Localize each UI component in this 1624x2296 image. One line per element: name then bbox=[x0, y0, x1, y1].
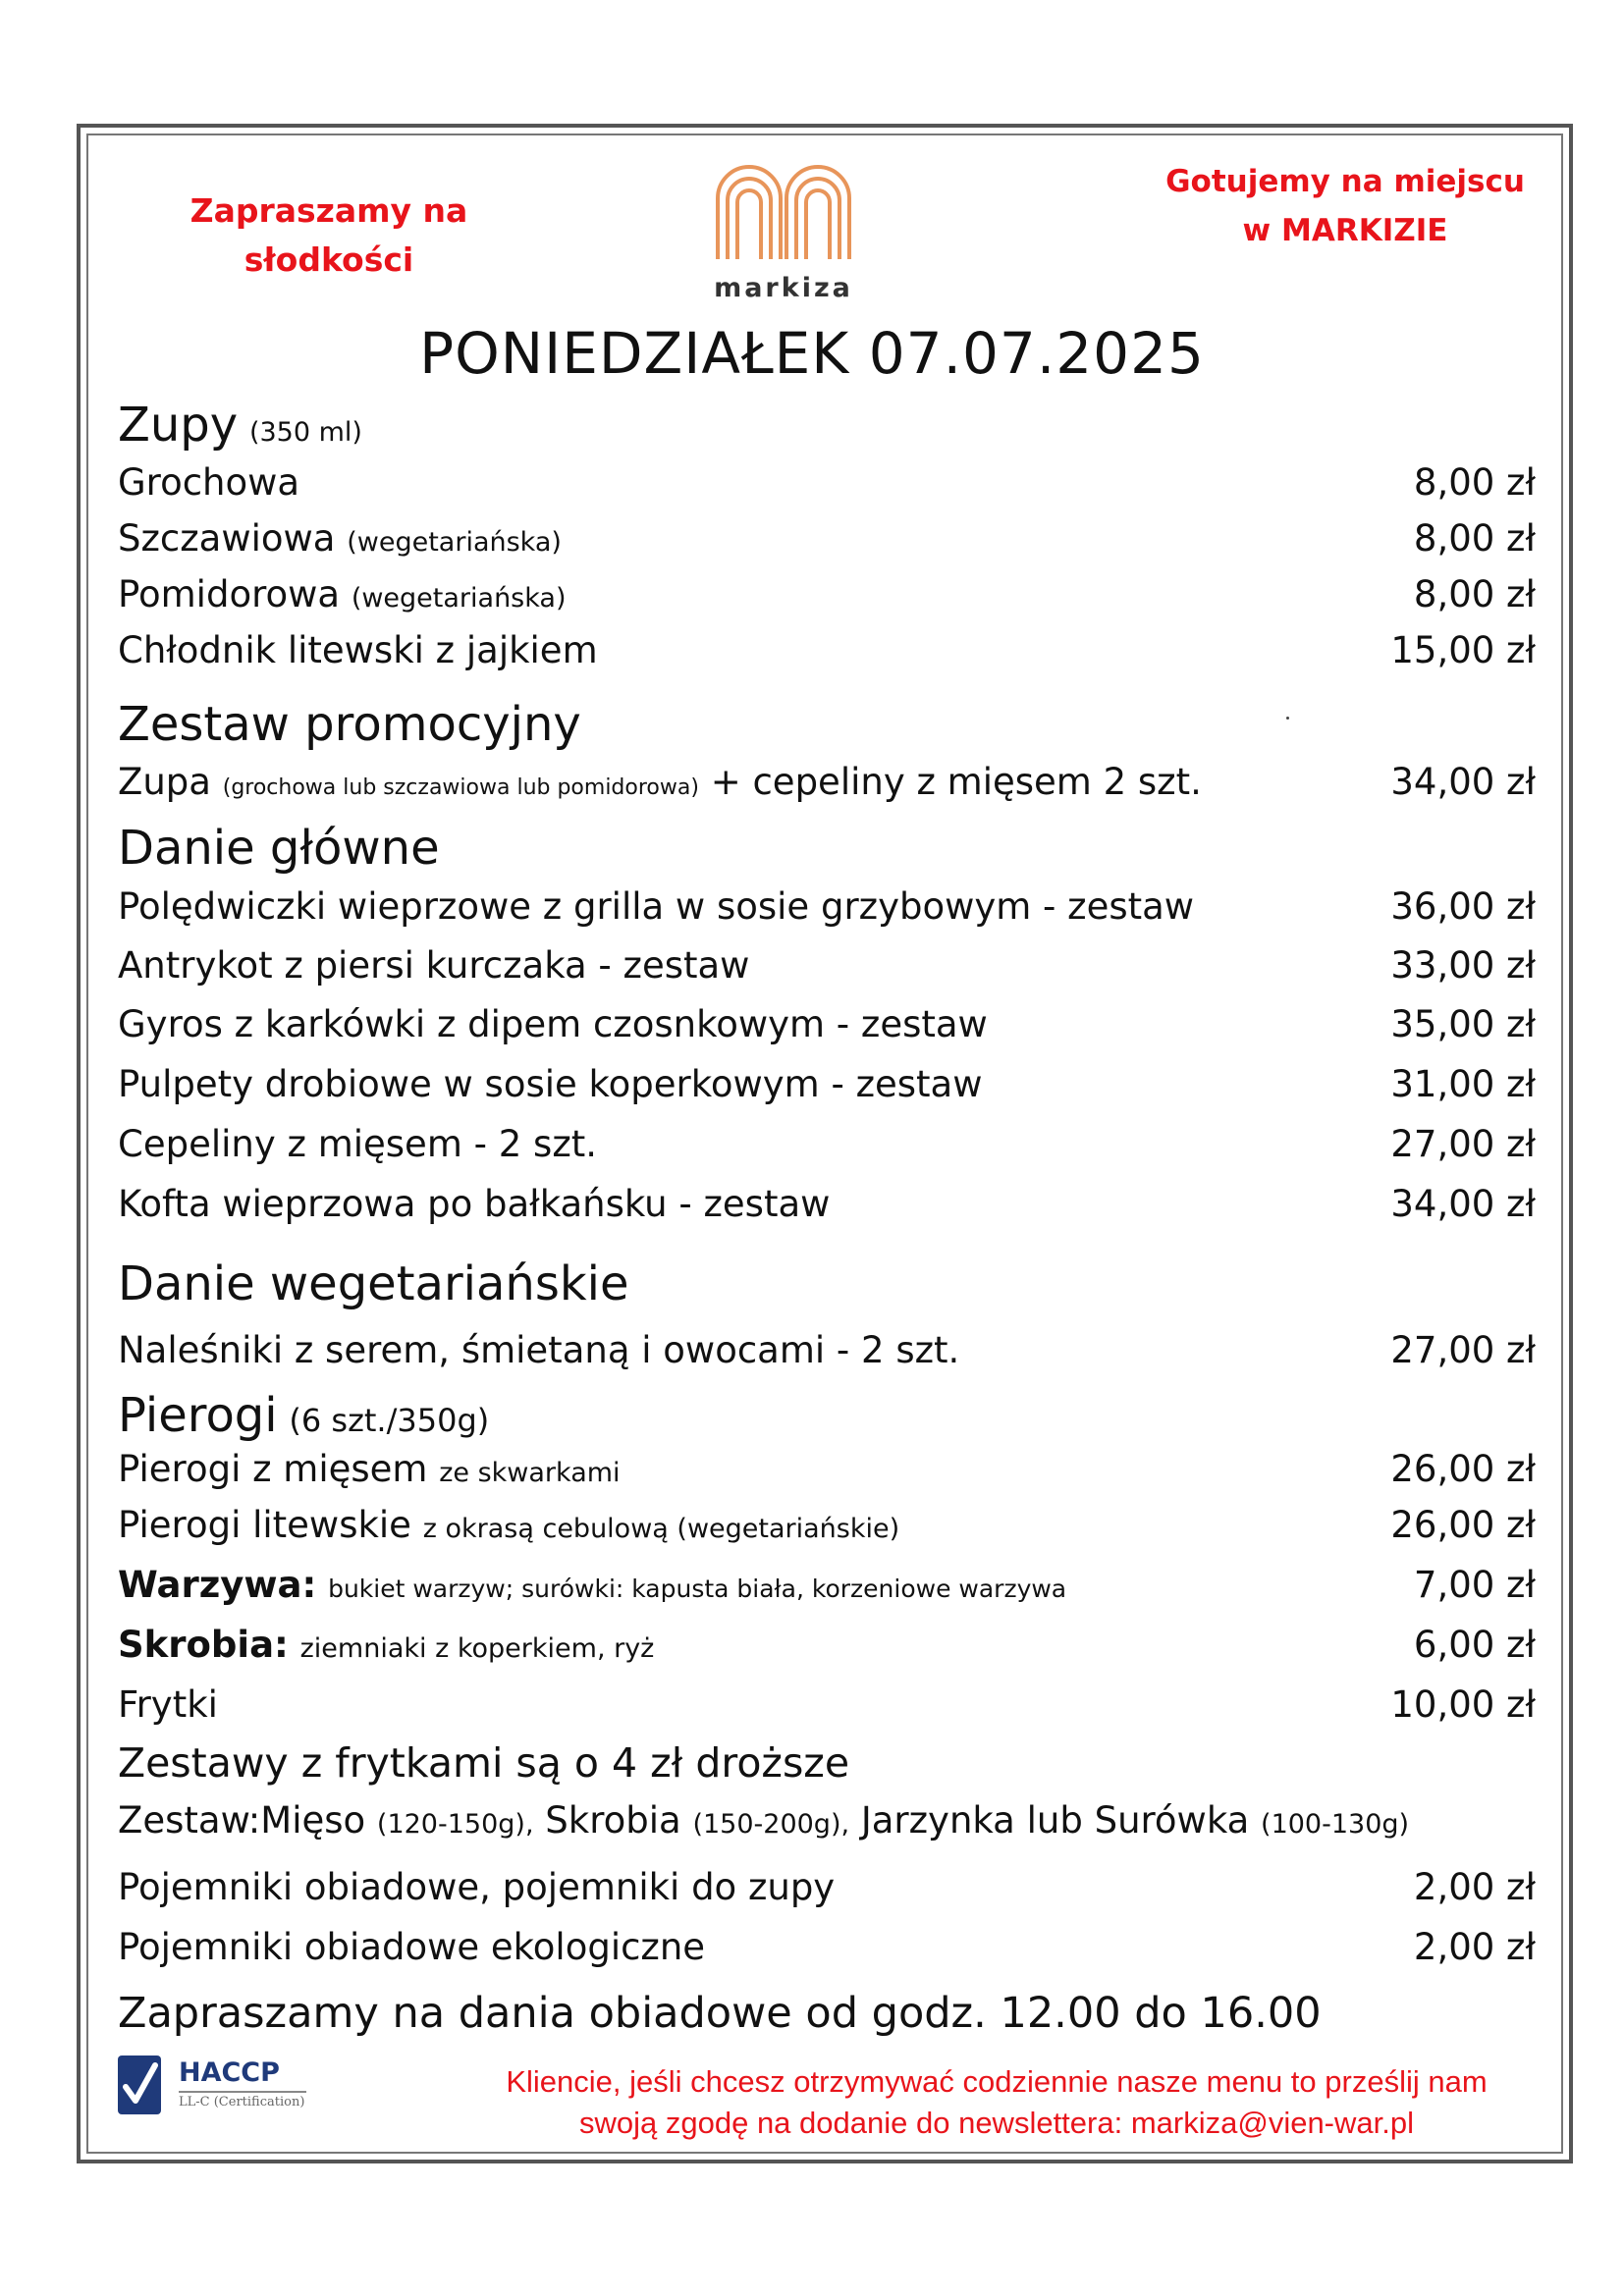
item-price: 15,00 zł bbox=[1390, 629, 1536, 671]
list-item bbox=[118, 1003, 1536, 1045]
item-price: 2,00 zł bbox=[1413, 1866, 1536, 1908]
item-name: Pierogi litewskie bbox=[118, 1504, 411, 1546]
item-name: Naleśniki z serem, śmietaną i owocami - 2 szt. bbox=[118, 1329, 960, 1371]
list-item bbox=[118, 1063, 1536, 1105]
logo-text: markiza bbox=[714, 273, 853, 303]
item-price: 27,00 zł bbox=[1390, 1329, 1536, 1371]
haccp-subtitle: LL-C (Certification) bbox=[179, 2095, 305, 2109]
markiza-logo-icon bbox=[710, 159, 857, 267]
section-title: Danie wegetariańskie bbox=[118, 1256, 629, 1311]
list-item-warzywa bbox=[118, 1564, 1536, 1606]
list-item-frytki bbox=[118, 1683, 1536, 1726]
item-note: z okrasą cebulową (wegetariańskie) bbox=[422, 1514, 900, 1544]
item-price: 26,00 zł bbox=[1390, 1504, 1536, 1546]
sweets-invite-line1: Zapraszamy na bbox=[189, 191, 468, 230]
haccp-title: HACCP bbox=[179, 2057, 280, 2088]
item-price: 31,00 zł bbox=[1390, 1063, 1536, 1105]
section-zestaw-title bbox=[118, 697, 1536, 752]
item-price: 6,00 zł bbox=[1413, 1624, 1536, 1666]
item-price: 27,00 zł bbox=[1390, 1123, 1536, 1165]
cooking-note-line1: Gotujemy na miejscu bbox=[1165, 164, 1525, 199]
item-note: (wegetariańska) bbox=[351, 583, 567, 614]
item-name: Grochowa bbox=[118, 461, 300, 504]
item-name: Pomidorowa bbox=[118, 573, 341, 615]
haccp-badge bbox=[116, 2054, 332, 2124]
item-price: 8,00 zł bbox=[1413, 461, 1536, 504]
item-name: Pojemniki obiadowe, pojemniki do zupy bbox=[118, 1866, 836, 1908]
page-title: PONIEDZIAŁEK 07.07.2025 bbox=[419, 320, 1205, 387]
list-item bbox=[118, 1329, 1536, 1371]
list-item-skrobia bbox=[118, 1624, 1536, 1666]
item-name: Szczawiowa bbox=[118, 517, 336, 560]
sweets-invite bbox=[187, 187, 471, 285]
zestaw-composition bbox=[118, 1799, 1536, 1842]
item-label: Warzywa: bbox=[118, 1564, 317, 1606]
section-zupy-title bbox=[118, 398, 1536, 453]
item-label: Skrobia: bbox=[118, 1624, 289, 1666]
item-price: 26,00 zł bbox=[1390, 1448, 1536, 1490]
newsletter-line2: swoją zgodę na dodanie do newslettera: markiza@vien-war.pl bbox=[579, 2106, 1414, 2140]
section-danie-weg-title bbox=[118, 1256, 1536, 1311]
list-item bbox=[118, 1448, 1536, 1490]
item-price: 35,00 zł bbox=[1390, 1003, 1536, 1045]
section-note: (350 ml) bbox=[248, 417, 362, 448]
zestaw-mieso-note: (120-150g), bbox=[376, 1809, 534, 1840]
list-item bbox=[118, 517, 1536, 560]
item-note: ziemniaki z koperkiem, ryż bbox=[299, 1633, 655, 1664]
item-note: (wegetariańska) bbox=[347, 527, 562, 558]
list-item bbox=[118, 885, 1536, 928]
cooking-note bbox=[1149, 157, 1542, 255]
zestaw-label: Zestaw:Mięso bbox=[118, 1799, 366, 1842]
list-item bbox=[118, 629, 1536, 671]
item-name: Zupa bbox=[118, 761, 211, 803]
zestaw-skrobia-note: (150-200g), bbox=[692, 1809, 850, 1840]
item-price: 2,00 zł bbox=[1413, 1926, 1536, 1968]
opening-hours bbox=[118, 1989, 1536, 2038]
haccp-divider bbox=[179, 2091, 306, 2093]
section-title: Zupy bbox=[118, 398, 239, 453]
zestaw-jarzynka: Jarzynka lub Surówka bbox=[860, 1799, 1250, 1842]
item-price: 33,00 zł bbox=[1390, 944, 1536, 987]
item-price: 34,00 zł bbox=[1390, 761, 1536, 803]
list-item bbox=[118, 461, 1536, 504]
frytki-note-text: Zestawy z frytkami są o 4 zł droższe bbox=[118, 1739, 850, 1787]
item-price: 8,00 zł bbox=[1413, 573, 1536, 615]
item-name: Polędwiczki wieprzowe z grilla w sosie grzybowym - zestaw bbox=[118, 885, 1195, 928]
item-name: Pierogi z mięsem bbox=[118, 1448, 428, 1490]
list-item bbox=[118, 1866, 1536, 1908]
section-pierogi-title bbox=[118, 1388, 1536, 1443]
cooking-note-line2: w MARKIZIE bbox=[1242, 213, 1448, 248]
print-speck bbox=[1286, 717, 1289, 720]
item-price: 34,00 zł bbox=[1390, 1183, 1536, 1225]
list-item bbox=[118, 1504, 1536, 1546]
opening-hours-text: Zapraszamy na dania obiadowe od godz. 12.00 do 16.00 bbox=[118, 1989, 1322, 2038]
item-price: 36,00 zł bbox=[1390, 885, 1536, 928]
item-rest: + cepeliny z mięsem 2 szt. bbox=[710, 761, 1202, 803]
frytki-note bbox=[118, 1739, 1536, 1787]
haccp-check-icon bbox=[116, 2054, 163, 2116]
section-danie-glowne-title bbox=[118, 821, 1536, 876]
item-name: Cepeliny z mięsem - 2 szt. bbox=[118, 1123, 598, 1165]
item-price: 8,00 zł bbox=[1413, 517, 1536, 560]
newsletter-line1: Kliencie, jeśli chcesz otrzymywać codziennie nasze menu to prześlij nam bbox=[506, 2064, 1488, 2099]
list-item bbox=[118, 1123, 1536, 1165]
newsletter-note bbox=[432, 2061, 1561, 2144]
item-name: Frytki bbox=[118, 1683, 218, 1726]
item-note: ze skwarkami bbox=[439, 1458, 621, 1488]
list-item bbox=[118, 1926, 1536, 1968]
list-item bbox=[118, 944, 1536, 987]
sweets-invite-line2: słodkości bbox=[244, 240, 414, 279]
item-name: Kofta wieprzowa po bałkańsku - zestaw bbox=[118, 1183, 831, 1225]
item-note: (grochowa lub szczawiowa lub pomidorowa) bbox=[222, 775, 699, 800]
section-title: Pierogi bbox=[118, 1388, 278, 1443]
item-name: Pulpety drobiowe w sosie koperkowym - zestaw bbox=[118, 1063, 983, 1105]
section-title: Zestaw promocyjny bbox=[118, 697, 581, 752]
item-name: Antrykot z piersi kurczaka - zestaw bbox=[118, 944, 750, 987]
section-note: (6 szt./350g) bbox=[289, 1402, 490, 1439]
item-price: 7,00 zł bbox=[1413, 1564, 1536, 1606]
item-name: Gyros z karkówki z dipem czosnkowym - zestaw bbox=[118, 1003, 988, 1045]
markiza-logo bbox=[705, 159, 862, 306]
list-item bbox=[118, 761, 1536, 803]
item-name: Pojemniki obiadowe ekologiczne bbox=[118, 1926, 706, 1968]
zestaw-skrobia: Skrobia bbox=[545, 1799, 681, 1842]
item-name: Chłodnik litewski z jajkiem bbox=[118, 629, 598, 671]
item-price: 10,00 zł bbox=[1390, 1683, 1536, 1726]
section-title: Danie główne bbox=[118, 821, 440, 876]
list-item bbox=[118, 573, 1536, 615]
item-note: bukiet warzyw; surówki: kapusta biała, korzeniowe warzywa bbox=[328, 1575, 1067, 1603]
zestaw-jarzynka-note: (100-130g) bbox=[1261, 1809, 1410, 1840]
list-item bbox=[118, 1183, 1536, 1225]
